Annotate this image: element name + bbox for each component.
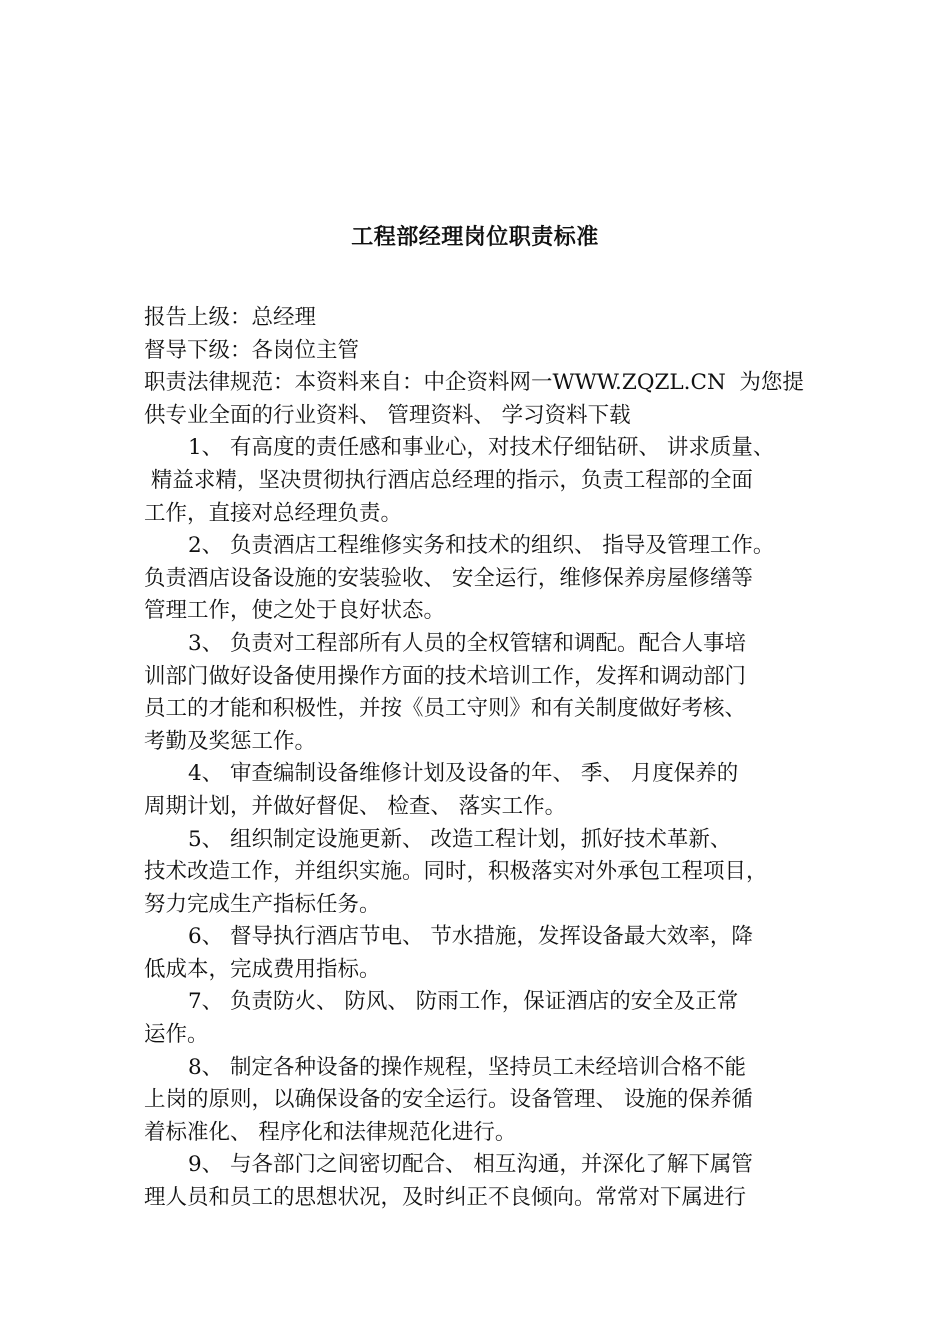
duty-number: 4、 bbox=[188, 761, 224, 787]
duty-item bbox=[144, 824, 814, 922]
source-site: WWW.ZQZL.CN bbox=[552, 370, 726, 396]
duty-line bbox=[144, 791, 814, 824]
duty-line bbox=[144, 824, 814, 857]
duty-item bbox=[144, 1052, 814, 1150]
duty-line bbox=[144, 498, 814, 531]
duty-text: 员工的才能和积极性，并按《员工守则》和有关制度做好考核、 bbox=[144, 696, 747, 722]
duty-line bbox=[144, 693, 814, 726]
duty-line bbox=[144, 530, 814, 563]
source-line bbox=[144, 367, 814, 400]
duty-number: 7、 bbox=[188, 989, 224, 1015]
document-body bbox=[144, 302, 814, 1215]
duty-text: 低成本，完成费用指标。 bbox=[144, 956, 381, 982]
duty-item bbox=[144, 432, 814, 530]
duty-text: 理人员和员工的思想状况，及时纠正不良倾向。常常对下属进行 bbox=[144, 1185, 747, 1211]
duty-line bbox=[144, 758, 814, 791]
duty-line bbox=[144, 1019, 814, 1052]
duty-line bbox=[144, 954, 814, 987]
duty-text: 负责酒店工程维修实务和技术的组织、 指导及管理工作。 bbox=[223, 533, 775, 559]
duty-text: 着标准化、 程序化和法律规范化进行。 bbox=[144, 1119, 517, 1145]
report-to-line: 报告上级：总经理 bbox=[144, 305, 317, 330]
duty-item bbox=[144, 758, 814, 823]
duty-text: 运作。 bbox=[144, 1022, 209, 1048]
duty-text: 努力完成生产指标任务。 bbox=[144, 891, 381, 917]
source-suffix: 为您提 bbox=[725, 370, 804, 396]
duty-line bbox=[144, 889, 814, 922]
duty-line bbox=[144, 465, 814, 498]
duty-item bbox=[144, 530, 814, 628]
duty-text: 训部门做好设备使用操作方面的技术培训工作，发挥和调动部门 bbox=[144, 663, 747, 689]
duty-number: 2、 bbox=[188, 533, 224, 559]
duty-text: 督导执行酒店节电、 节水措施，发挥设备最大效率，降 bbox=[223, 924, 753, 950]
duty-text: 负责防火、 防风、 防雨工作，保证酒店的安全及正常 bbox=[223, 989, 739, 1015]
duty-line bbox=[144, 986, 814, 1019]
duty-line bbox=[144, 726, 814, 759]
supervises-line: 督导下级：各岗位主管 bbox=[144, 337, 360, 363]
duty-line bbox=[144, 1182, 814, 1215]
duty-item bbox=[144, 921, 814, 986]
duty-number: 5、 bbox=[188, 826, 224, 852]
duty-text: 技术改造工作，并组织实施。同时，积极落实对外承包工程项目， bbox=[144, 859, 768, 885]
duty-text: 负责对工程部所有人员的全权管辖和调配。配合人事培 bbox=[223, 630, 747, 656]
duty-text: 审查编制设备维修计划及设备的年、 季、 月度保养的 bbox=[223, 761, 739, 787]
duty-line bbox=[144, 628, 814, 661]
source-continuation: 供专业全面的行业资料、 管理资料、 学习资料下载 bbox=[144, 402, 631, 428]
duty-text: 组织制定设施更新、 改造工程计划，抓好技术革新、 bbox=[223, 826, 732, 852]
duty-number: 3、 bbox=[188, 630, 224, 656]
duty-line bbox=[144, 921, 814, 954]
duty-number: 1、 bbox=[188, 435, 224, 461]
duty-item bbox=[144, 628, 814, 758]
document-title: 工程部经理岗位职责标准 bbox=[351, 225, 599, 250]
duty-line bbox=[144, 595, 814, 628]
duty-line bbox=[144, 432, 814, 465]
duty-number: 9、 bbox=[188, 1152, 224, 1178]
duty-text: 周期计划，并做好督促、 检查、 落实工作。 bbox=[144, 793, 567, 819]
duty-line bbox=[144, 1084, 814, 1117]
duty-text: 工作，直接对总经理负责。 bbox=[144, 500, 403, 526]
duty-text: 考勤及奖惩工作。 bbox=[144, 728, 317, 754]
duty-number: 6、 bbox=[188, 924, 224, 950]
duty-line bbox=[144, 1117, 814, 1150]
duty-list bbox=[144, 432, 814, 1214]
duty-text: 有高度的责任感和事业心，对技术仔细钻研、 讲求质量、 bbox=[223, 435, 775, 461]
duty-text: 管理工作，使之处于良好状态。 bbox=[144, 598, 446, 624]
duty-text: 与各部门之间密切配合、 相互沟通，并深化了解下属管 bbox=[223, 1152, 753, 1178]
duty-number: 8、 bbox=[188, 1054, 224, 1080]
source-prefix: 职责法律规范：本资料来自：中企资料网一 bbox=[144, 370, 553, 396]
duty-line bbox=[144, 563, 814, 596]
duty-line bbox=[144, 661, 814, 694]
duty-text: 制定各种设备的操作规程，坚持员工未经培训合格不能 bbox=[223, 1054, 747, 1080]
duty-text: 上岗的原则，以确保设备的安全运行。设备管理、 设施的保养循 bbox=[144, 1087, 753, 1113]
duty-line bbox=[144, 1149, 814, 1182]
duty-line bbox=[144, 1052, 814, 1085]
duty-item bbox=[144, 1149, 814, 1214]
duty-text: 负责酒店设备设施的安装验收、 安全运行，维修保养房屋修缮等 bbox=[144, 565, 753, 591]
duty-line bbox=[144, 856, 814, 889]
duty-text: 精益求精，坚决贯彻执行酒店总经理的指示，负责工程部的全面 bbox=[144, 467, 753, 493]
duty-item bbox=[144, 986, 814, 1051]
